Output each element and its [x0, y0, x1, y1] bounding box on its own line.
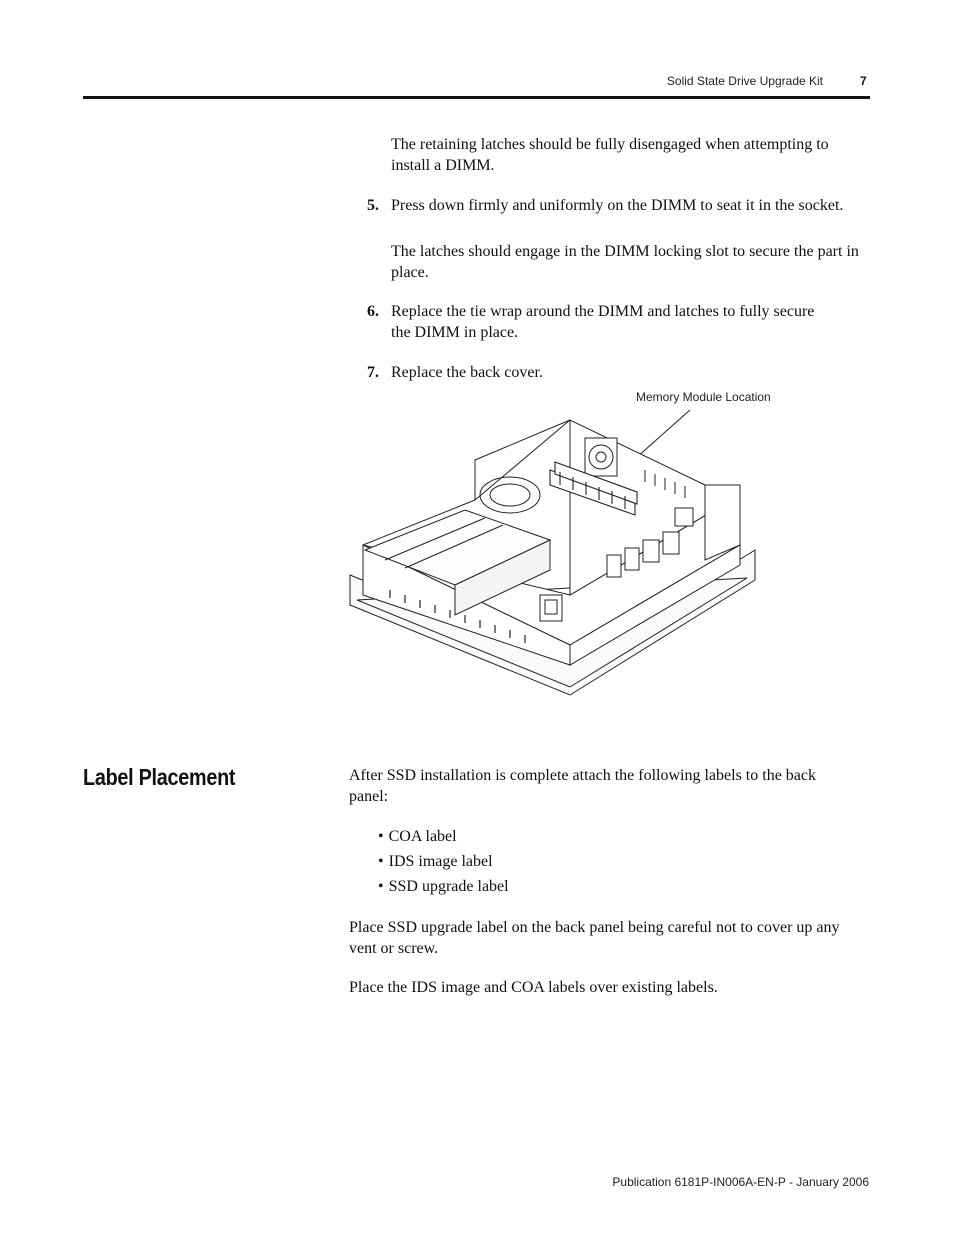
bullet-dot: •	[378, 828, 384, 845]
header-rule	[83, 96, 870, 99]
step-5-number: 5.	[367, 197, 379, 214]
step-6-number: 6.	[367, 303, 379, 320]
label-intro: After SSD installation is complete attach the following labels to the back panel:	[349, 767, 816, 805]
step-5-text: Press down firmly and uniformly on the DIMM to seat it in the socket.	[391, 197, 844, 214]
bullet-text: COA label	[388, 828, 457, 845]
publication-footer: Publication 6181P-IN006A-EN-P - January 2006	[612, 1175, 869, 1189]
running-header-title: Solid State Drive Upgrade Kit	[666, 74, 823, 88]
bullet-item	[378, 826, 457, 847]
bullet-dot: •	[378, 853, 384, 870]
bullet-text: IDS image label	[388, 853, 493, 870]
ssd-label-paragraph: Place SSD upgrade label on the back panel being careful not to cover up any vent or screw.	[349, 919, 840, 957]
bullet-text: SSD upgrade label	[388, 878, 509, 895]
step-7-number: 7.	[367, 364, 379, 381]
figure-caption: Memory Module Location	[636, 390, 771, 404]
bullet-dot: •	[378, 878, 384, 895]
latches-note: The retaining latches should be fully disengaged when attempting to install a DIMM.	[391, 136, 829, 174]
page-number: 7	[860, 74, 867, 88]
step-7-text: Replace the back cover.	[391, 364, 543, 381]
step-6-text: Replace the tie wrap around the DIMM and latches to fully secure the DIMM in place.	[391, 303, 815, 341]
ids-coa-paragraph: Place the IDS image and COA labels over existing labels.	[349, 979, 718, 996]
step-5-note: The latches should engage in the DIMM locking slot to secure the part in place.	[391, 243, 859, 281]
computer-chassis-illustration	[345, 400, 765, 700]
section-heading-label-placement: Label Placement	[83, 764, 236, 790]
bullet-item	[378, 876, 509, 897]
bullet-item	[378, 851, 493, 872]
